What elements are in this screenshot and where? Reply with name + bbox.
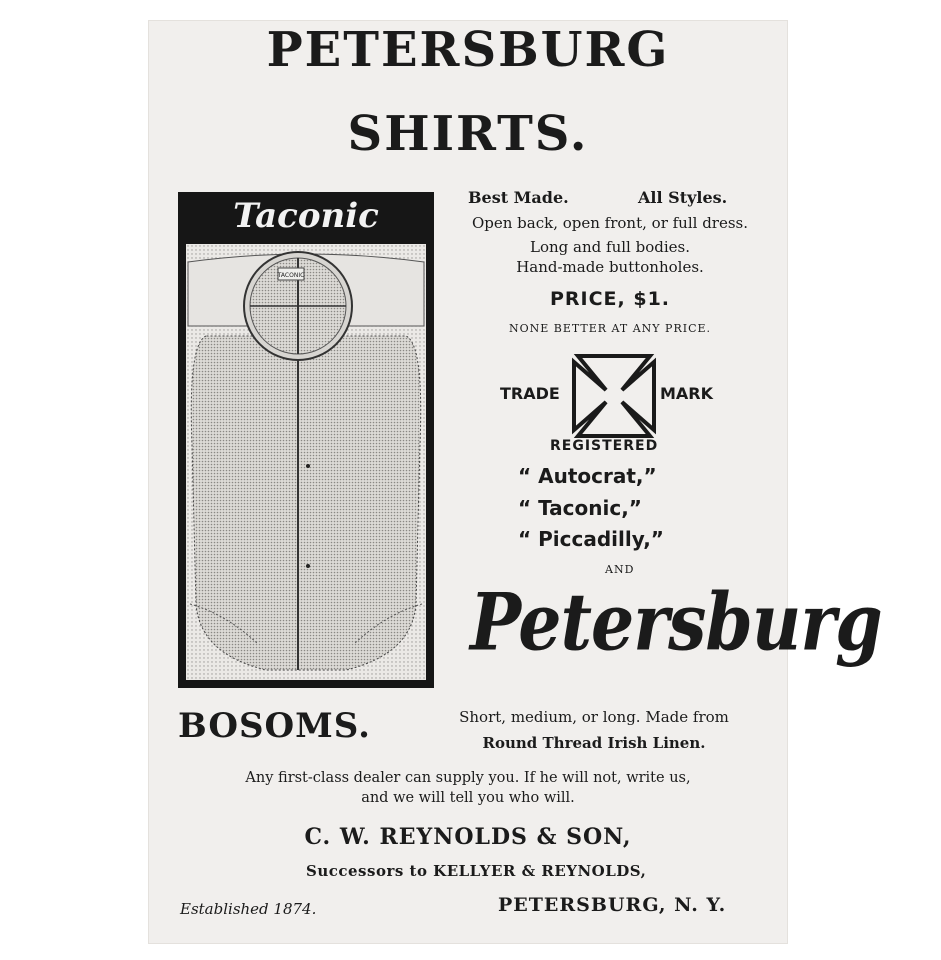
bosoms-heading: BOSOMS. (178, 706, 371, 746)
bodies-line: Long and full bodies. (530, 238, 690, 256)
brand-petersburg: Petersburg (470, 577, 882, 669)
trademark-trade: TRADE (500, 384, 560, 403)
price-note: NONE BETTER AT ANY PRICE. (508, 322, 712, 335)
title-line-1: PETERSBURG (266, 22, 670, 78)
shirt-illustration (178, 192, 434, 688)
maltese-cross-icon (570, 352, 658, 440)
bosoms-line-2: Round Thread Irish Linen. (482, 734, 706, 752)
dealer-line-1: Any first-class dealer can supply you. If he will not, write us, (245, 770, 691, 786)
trademark-mark: MARK (660, 384, 714, 403)
company-name: C. W. REYNOLDS & SON, (304, 824, 632, 850)
brand-and: AND (605, 563, 635, 576)
bosoms-line-1: Short, medium, or long. Made from (459, 708, 729, 726)
established-text: Established 1874. (180, 900, 317, 918)
brand-autocrat: “ Autocrat,” (518, 464, 657, 488)
company-location: PETERSBURG, N. Y. (498, 894, 727, 916)
dealer-line-2: and we will tell you who will. (361, 790, 575, 806)
shirt-drawing (186, 244, 426, 680)
brand-piccadilly: “ Piccadilly,” (518, 527, 664, 551)
buttonholes-line: Hand-made buttonholes. (516, 258, 704, 276)
collar-tag-text: TACONIC (277, 272, 305, 279)
features-heading-row (468, 188, 778, 207)
best-made-text: Best Made. (468, 188, 569, 207)
title-line-2: SHIRTS. (347, 106, 589, 162)
brand-taconic: “ Taconic,” (518, 496, 642, 520)
styles-line: Open back, open front, or full dress. (471, 214, 749, 232)
price-label: PRICE, $1. (549, 288, 671, 310)
all-styles-text: All Styles. (638, 188, 728, 207)
shirt-label: Taconic (233, 196, 379, 236)
shirt-bosom (186, 244, 426, 680)
company-successors: Successors to KELLYER & REYNOLDS, (306, 862, 647, 880)
trademark-registered: REGISTERED (550, 438, 659, 454)
